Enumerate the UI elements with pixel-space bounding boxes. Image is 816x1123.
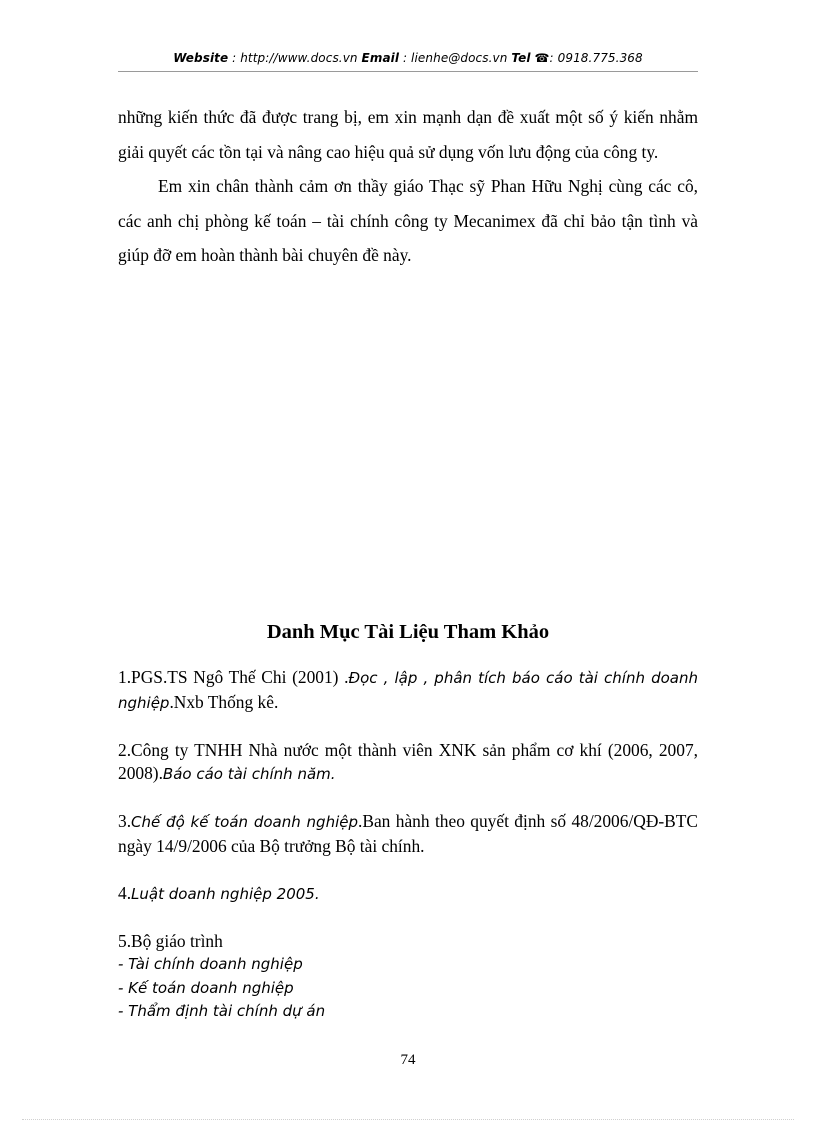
reference-5-subitem: - Tài chính doanh nghiệp [118, 955, 303, 973]
website-value: : http://www.docs.vn [232, 51, 358, 65]
reference-3-suffix: .Ban hành theo quyết định số 48/2006/QĐ-BTC ngày 14/9/2006 của Bộ trưởng Bộ tài chính. [118, 811, 699, 856]
reference-5-heading: 5.Bộ giáo trình [118, 930, 223, 951]
reference-item-5 [118, 930, 698, 1024]
body-paragraph-1: những kiến thức đã được trang bị, em xin mạnh dạn đề xuất một số ý kiến nhằm giải quyết các tồn tại và nâng cao hiệu quả sử dụng vốn lưu động của công ty. [118, 107, 698, 162]
reference-item-4 [118, 882, 698, 907]
email-label: Email [361, 51, 400, 65]
references-title: Danh Mục Tài Liệu Tham Khảo [266, 621, 550, 643]
reference-item-2 [118, 739, 698, 787]
tel-label: Tel [511, 51, 531, 65]
reference-item-1 [118, 666, 698, 715]
reference-1-title: Đọc , lập , phân tích báo cáo tài chính doanh nghiệp [118, 669, 698, 712]
body-text [118, 100, 698, 273]
reference-4-prefix: 4. [118, 882, 132, 903]
reference-5-subitem: - Kế toán doanh nghiệp [118, 978, 294, 997]
body-paragraph-2: Em xin chân thành cảm ơn thầy giáo Thạc sỹ Phan Hữu Nghị cùng các cô, các anh chị phòng kế toán – tài chính công ty Mecanimex đã chỉ bảo tận tình và giúp đỡ em hoàn thành bài chuyên đề này. [118, 176, 698, 265]
header-divider [118, 71, 698, 72]
reference-1-suffix: .Nxb Thống kê. [169, 691, 279, 712]
reference-4-title: Luật doanh nghiệp 2005. [131, 884, 320, 903]
page-number: 74 [400, 1052, 416, 1068]
telephone-icon: ☎ [534, 51, 550, 65]
reference-2-prefix: 2.Công ty TNHH Nhà nước một thành viên XNK sản phẩm cơ khí (2006, 2007, 2008). [118, 739, 698, 783]
reference-item-3 [118, 810, 698, 858]
reference-1-prefix: 1.PGS.TS Ngô Thế Chi (2001) . [118, 667, 349, 687]
reference-3-title: Chế độ kế toán doanh nghiệp [131, 813, 359, 831]
reference-2-title: Báo cáo tài chính năm. [162, 765, 336, 783]
tel-value: : 0918.775.368 [549, 51, 643, 65]
page-bottom-border [22, 1119, 794, 1120]
page-header [118, 51, 698, 65]
email-value: : lienhe@docs.vn [403, 51, 508, 65]
reference-3-prefix: 3. [118, 811, 132, 831]
website-label: Website [173, 51, 229, 65]
reference-5-subitem: - Thẩm định tài chính dự án [118, 1002, 326, 1020]
references-list [118, 666, 698, 1047]
